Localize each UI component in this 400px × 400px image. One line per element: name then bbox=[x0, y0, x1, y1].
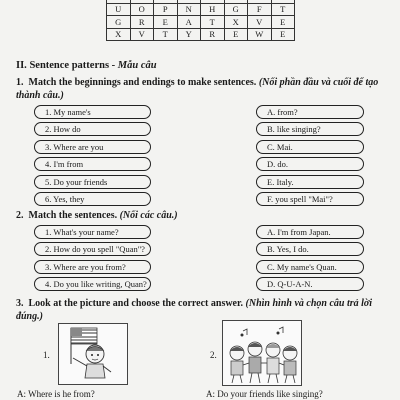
match-left-item[interactable]: 1. My name's bbox=[34, 105, 151, 119]
question-2-instruction bbox=[16, 209, 396, 222]
question-text: Look at the picture and choose the correct answer. bbox=[28, 298, 246, 309]
match-left-item[interactable]: 2. How do you spell "Quan"? bbox=[34, 242, 151, 256]
match-left-item[interactable]: 3. Where are you bbox=[34, 140, 151, 154]
match-left-item[interactable]: 6. Yes, they bbox=[34, 192, 151, 206]
grid-cell: V bbox=[130, 28, 154, 41]
question-text: Match the sentences. bbox=[28, 210, 120, 221]
question-text-vi: (Nối phần đầu và cuối để tạo thành câu.) bbox=[16, 77, 379, 101]
grid-cell: W bbox=[248, 28, 272, 41]
match-left-item[interactable]: 1. What's your name? bbox=[34, 225, 151, 239]
grid-cell: X bbox=[107, 28, 131, 41]
word-search-grid bbox=[106, 0, 295, 41]
grid-cell: A bbox=[177, 16, 201, 29]
boy-with-flag-illustration bbox=[59, 324, 128, 385]
children-singing-illustration bbox=[223, 321, 302, 386]
grid-row bbox=[107, 28, 295, 41]
grid-cell: T bbox=[271, 3, 295, 16]
grid-cell: U bbox=[107, 3, 131, 16]
grid-cell: T bbox=[154, 28, 178, 41]
match-right-item[interactable]: C. My name's Quan. bbox=[256, 260, 364, 274]
section-title bbox=[16, 60, 157, 71]
picture-1-number: 1. bbox=[43, 350, 50, 360]
grid-cell: T bbox=[201, 16, 225, 29]
grid-cell: E bbox=[271, 28, 295, 41]
grid-cell: G bbox=[107, 16, 131, 29]
match-right-item[interactable]: E. Italy. bbox=[256, 175, 364, 189]
picture-1-answer: A: Where is he from? bbox=[17, 389, 95, 399]
grid-cell: E bbox=[154, 16, 178, 29]
question-1-instruction bbox=[16, 76, 396, 102]
match-right-item[interactable]: F. you spell "Mai"? bbox=[256, 192, 364, 206]
question-text: Match the beginnings and endings to make sentences. bbox=[28, 77, 259, 88]
question-3-instruction bbox=[16, 297, 396, 323]
picture-2-answer: A: Do your friends like singing? bbox=[206, 389, 323, 399]
grid-cell: N bbox=[177, 3, 201, 16]
match-right-item[interactable]: A. I'm from Japan. bbox=[256, 225, 364, 239]
grid-row bbox=[107, 16, 295, 29]
match-right-item[interactable]: C. Mai. bbox=[256, 140, 364, 154]
grid-cell: G bbox=[224, 3, 248, 16]
grid-cell: E bbox=[271, 16, 295, 29]
picture-2-number: 2. bbox=[210, 350, 217, 360]
grid-cell: R bbox=[201, 28, 225, 41]
question-number: 1. bbox=[16, 77, 24, 88]
section-title-en: Sentence patterns - bbox=[29, 60, 118, 71]
grid-cell: F bbox=[248, 3, 272, 16]
question-text-vi: (Nhìn hình và chọn câu trả lời đúng.) bbox=[16, 298, 373, 322]
match-right-item[interactable]: B. like singing? bbox=[256, 122, 364, 136]
question-text-vi: (Nối các câu.) bbox=[119, 210, 178, 221]
grid-cell: Y bbox=[177, 28, 201, 41]
picture-1-boy-with-flag bbox=[58, 323, 128, 385]
match-left-item[interactable]: 2. How do bbox=[34, 122, 151, 136]
match-right-item[interactable]: B. Yes, I do. bbox=[256, 242, 364, 256]
grid-cell: O bbox=[130, 3, 154, 16]
match-right-item[interactable]: D. do. bbox=[256, 157, 364, 171]
grid-cell: H bbox=[201, 3, 225, 16]
match-right-item[interactable]: A. from? bbox=[256, 105, 364, 119]
section-title-vi: Mẫu câu bbox=[117, 60, 157, 71]
match-left-item[interactable]: 4. I'm from bbox=[34, 157, 151, 171]
match-left-item[interactable]: 3. Where are you from? bbox=[34, 260, 151, 274]
grid-cell: X bbox=[224, 16, 248, 29]
question-number: 2. bbox=[16, 210, 24, 221]
match-right-item[interactable]: D. Q-U-A-N. bbox=[256, 277, 364, 291]
grid-row bbox=[107, 3, 295, 16]
grid-cell: E bbox=[224, 28, 248, 41]
picture-2-friends-singing bbox=[222, 320, 302, 386]
question-number: 3. bbox=[16, 298, 24, 309]
grid-cell: P bbox=[154, 3, 178, 16]
match-left-item[interactable]: 4. Do you like writing, Quan? bbox=[34, 277, 151, 291]
match-left-item[interactable]: 5. Do your friends bbox=[34, 175, 151, 189]
grid-cell: R bbox=[130, 16, 154, 29]
section-number: II. bbox=[16, 60, 27, 71]
grid-cell: V bbox=[248, 16, 272, 29]
